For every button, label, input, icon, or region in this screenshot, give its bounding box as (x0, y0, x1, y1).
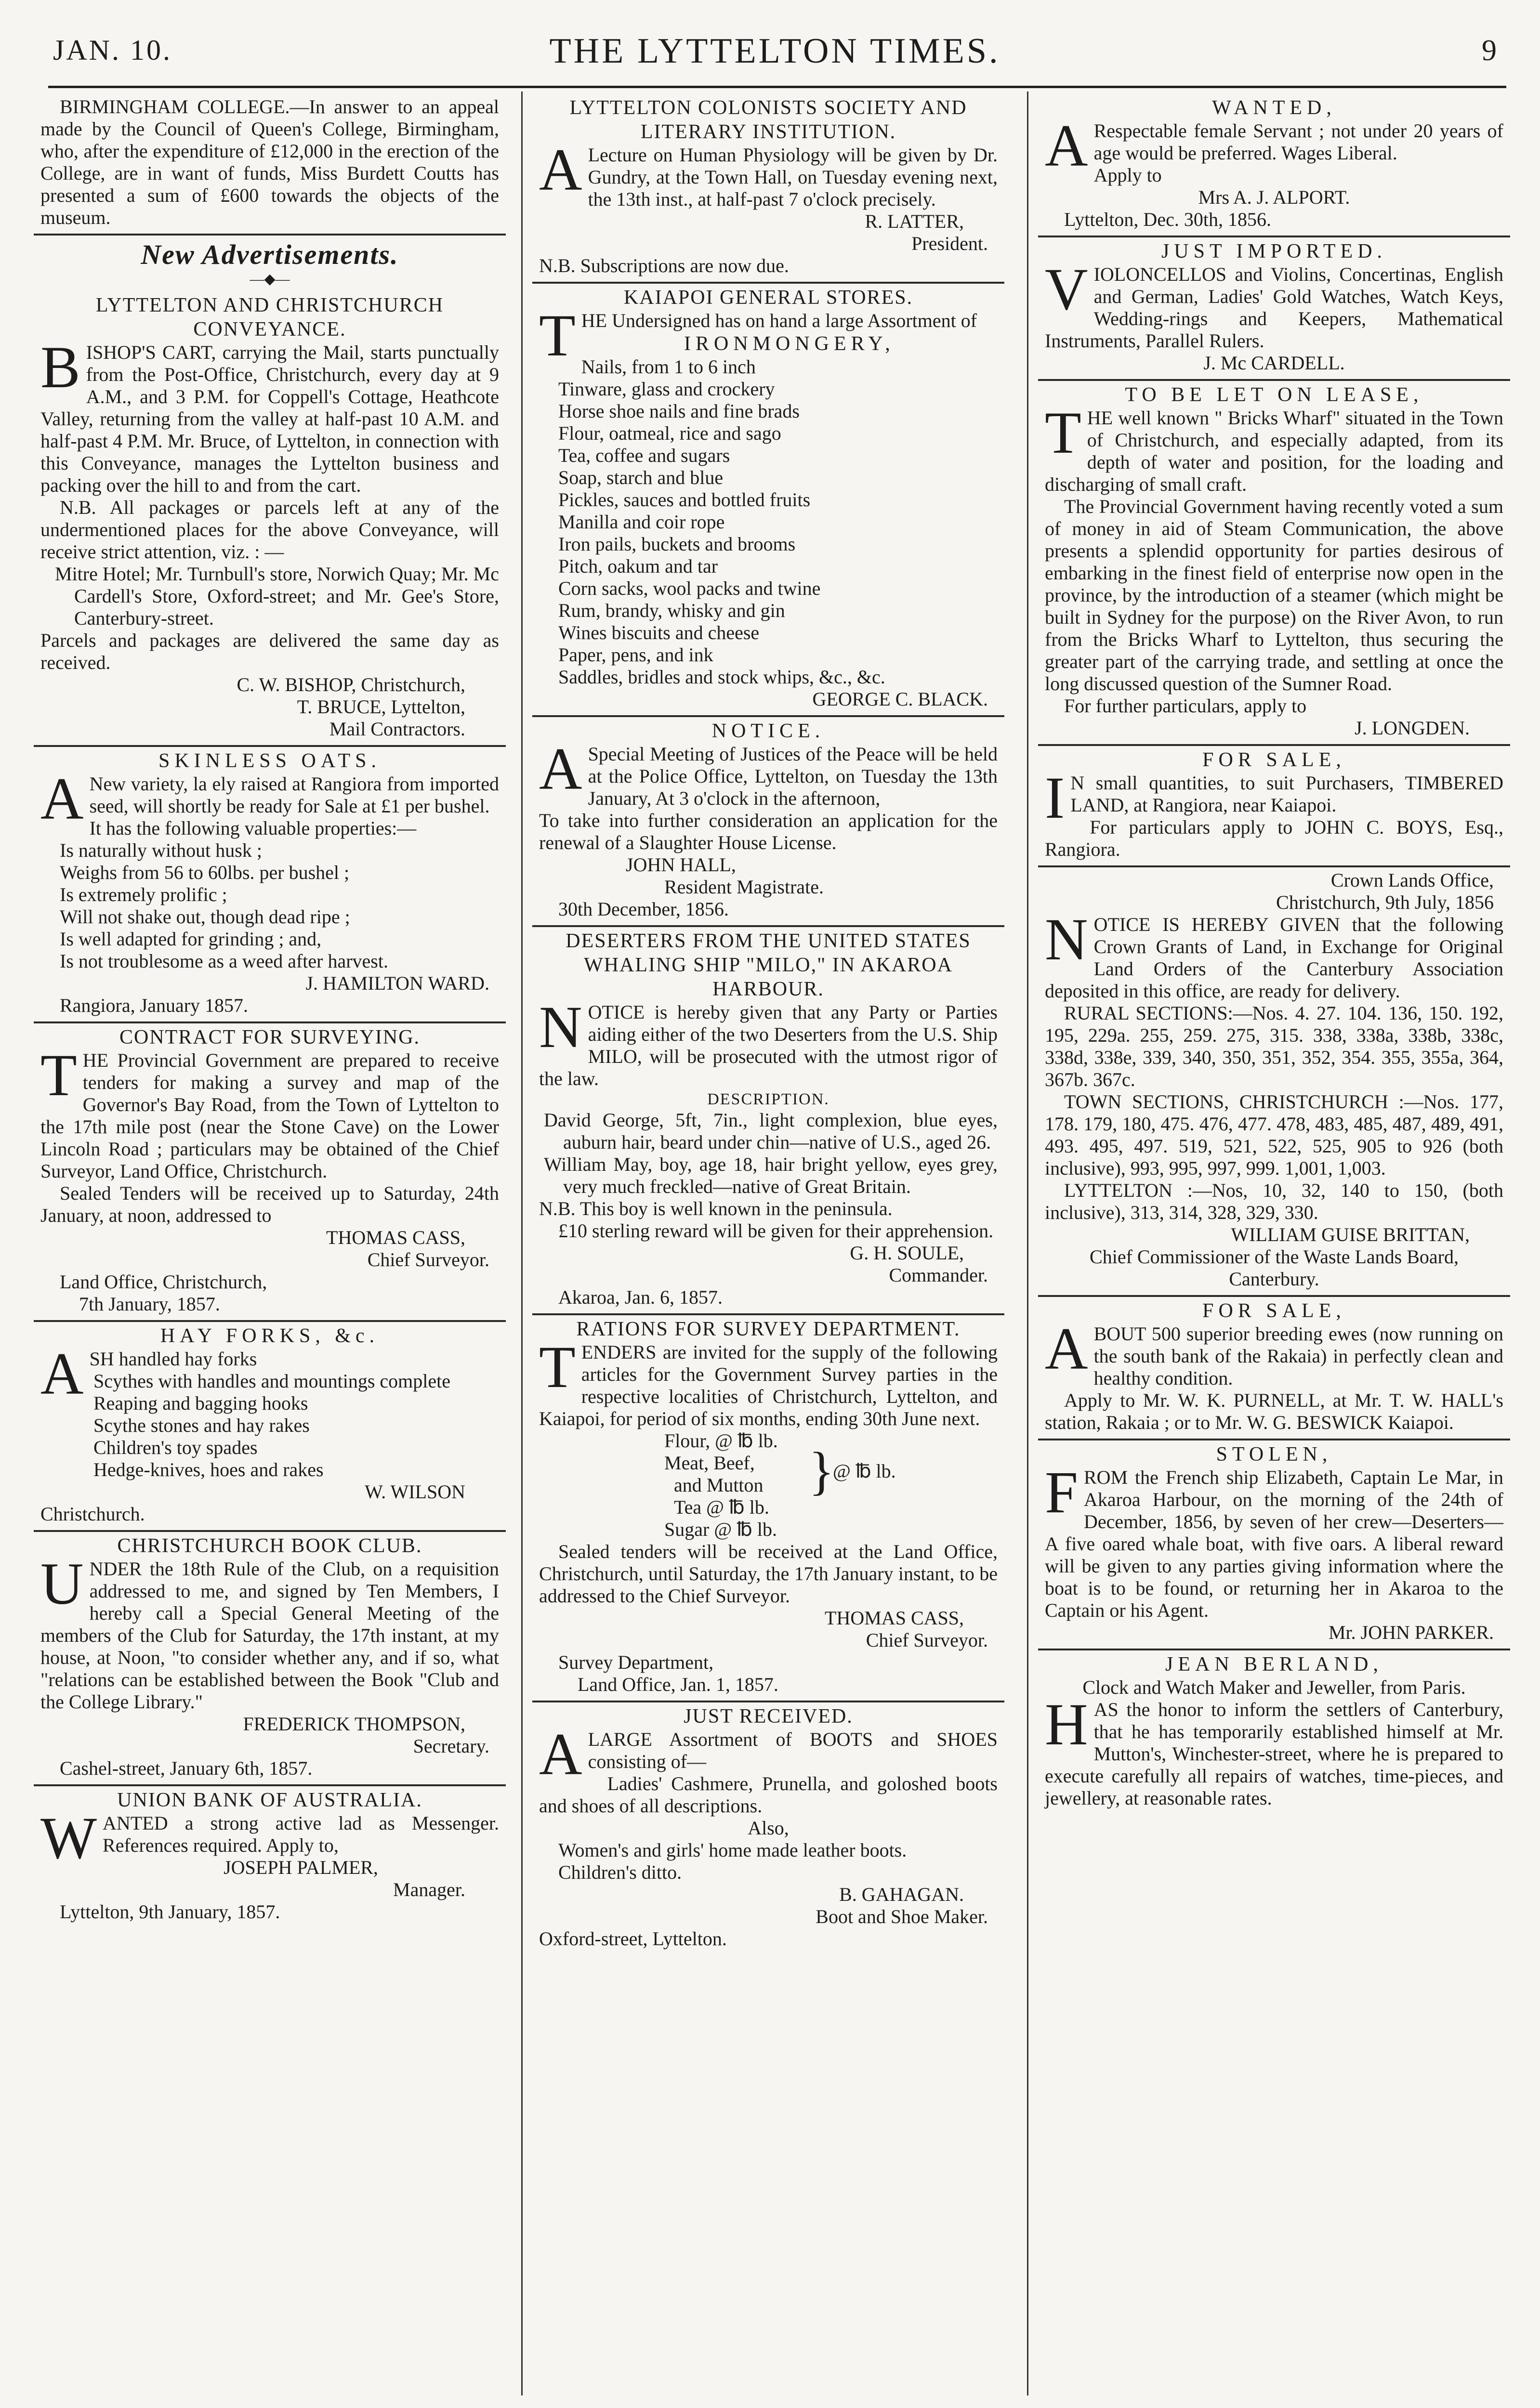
price-item: Flour, @ ℔ lb. (664, 1430, 778, 1452)
deserters-ad (532, 925, 1004, 1313)
ad-body: NDER the 18th Rule of the Club, on a requisition addressed to me, and signed by Ten Members, I hereby call a Special General Meeting of the members of the Club for Saturday, the 17th instant, at my house, at Noon, "to consider whether any, and if so, what "relations can be established between the Book "Club and the College Library." (40, 1558, 499, 1713)
signature-title: Resident Magistrate. (664, 876, 824, 898)
price-brace-tail: @ ℔ lb. (833, 1460, 896, 1482)
ad-place: Rangiora, January 1857. (60, 995, 249, 1016)
birmingham-college-item (34, 94, 506, 234)
list-item: Is not troublesome as a weed after harvest. (60, 950, 388, 972)
ad-heading: CONTRACT FOR SURVEYING. (119, 1026, 421, 1048)
ad-date: 7th January, 1857. (79, 1293, 220, 1315)
ad-apply: Apply to Mr. W. K. PURNELL, at Mr. T. W. HALL's station, Rakaia ; or to Mr. W. G. BESWICK Kaiapoi. (1045, 1389, 1503, 1433)
rural-sections: RURAL SECTIONS:—Nos. 4. 27. 104. 136, 150. 192, 195, 229a. 255, 259. 275, 315. 338, 338a, 338b, 338c, 338d, 338e, 339, 340, 350, 351, 352, 354. 355, 355a, 364, 367b. 367c. (1045, 1002, 1503, 1090)
ad-subheading: IRONMONGERY, (684, 333, 895, 355)
list-item: Tinware, glass and crockery (558, 378, 775, 400)
list-item: Scythes with handles and mountings complete (93, 1370, 450, 1392)
list-item: Pickles, sauces and bottled fruits (558, 489, 811, 510)
column-rule-1 (521, 92, 523, 2395)
list-item: Manilla and coir rope (558, 511, 725, 533)
drop-cap: A (539, 1721, 582, 1787)
ad-body: ANTED a strong active lad as Messenger. References required. Apply to, (103, 1812, 499, 1856)
ad-place: Lyttelton, Dec. 30th, 1856. (1064, 209, 1271, 230)
drop-cap: T (1045, 400, 1081, 466)
signature: JOHN HALL, (626, 854, 736, 876)
section-title: New Advertisements. (141, 239, 399, 270)
signature: G. H. SOULE, (850, 1242, 964, 1264)
ad-line-3: Children's ditto. (558, 1861, 682, 1883)
ad-body: IOLONCELLOS and Violins, Concertinas, English and German, Ladies' Gold Watches, Watch Keys, Wedding-rings and Keepers, Mathematical Instruments, Parallel Rulers. (1045, 263, 1503, 352)
list-item: Corn sacks, wool packs and twine (558, 577, 821, 599)
ad-body: OTICE IS HEREBY GIVEN that the following Crown Grants of Land, in Exchange for Original Land Orders of the Canterbury Association deposited in this office, are ready for delivery. (1045, 914, 1503, 1002)
conveyance-ad (34, 291, 506, 745)
ad-nb: N.B. All packages or parcels left at any of the undermentioned places for the above Conveyance, will receive strict attention, viz. : — (40, 497, 499, 563)
signature: W. WILSON (365, 1481, 465, 1503)
list-item: Reaping and bagging hooks (93, 1392, 308, 1414)
ad-heading: JUST IMPORTED. (1161, 240, 1387, 262)
hay-forks-ad (34, 1320, 506, 1530)
ad-body: New variety, la ely raised at Rangiora from imported seed, will shortly be ready for Sale at £1 per bushel. (89, 773, 499, 817)
signature: JOSEPH PALMER, (224, 1857, 378, 1878)
signature-title: President. (911, 233, 988, 254)
drop-cap: F (1045, 1459, 1078, 1525)
signature: J. Mc CARDELL. (1203, 352, 1345, 374)
list-item: Children's toy spades (93, 1437, 258, 1458)
list-item: Soap, starch and blue (558, 467, 724, 488)
signature-1: C. W. BISHOP, Christchurch, (237, 674, 465, 695)
item-lead: BIRMINGHAM COLLEGE. (60, 96, 290, 118)
ad-place: Lyttelton, 9th January, 1857. (60, 1901, 280, 1923)
ad-body: Respectable female Servant ; not under 20 years of age would be preferred. Wages Liberal. (1093, 120, 1503, 164)
ad-heading: WANTED, (1212, 97, 1336, 119)
ad-heading: DESERTERS FROM THE UNITED STATES WHALING SHIP "MILO," IN AKAROA HARBOUR. (566, 930, 971, 1000)
office-name: Crown Lands Office, (1330, 869, 1494, 891)
signature-title: Chief Commissioner of the Waste Lands Board, Canterbury. (1090, 1246, 1459, 1290)
for-sale-land-ad (1038, 744, 1510, 865)
list-item: Flour, oatmeal, rice and sago (558, 422, 781, 444)
column-2 (532, 94, 1004, 2400)
description-2: William May, boy, age 18, hair bright yellow, eyes grey, very much freckled—native of Great Britain. (544, 1153, 998, 1197)
issue-date: JAN. 10. (53, 34, 172, 66)
drop-cap: A (40, 766, 84, 832)
price-list (539, 1430, 998, 1541)
ad-props-intro: It has the following valuable properties:— (89, 817, 417, 839)
signature: FREDERICK THOMPSON, (243, 1713, 465, 1735)
signature: GEORGE C. BLACK. (812, 688, 988, 710)
list-item: Nails, from 1 to 6 inch (581, 356, 756, 378)
colonists-society-ad (532, 94, 1004, 282)
contract-surveying-ad (34, 1021, 506, 1320)
ad-heading: HAY FORKS, &c. (160, 1325, 380, 1347)
ad-heading: RATIONS FOR SURVEY DEPARTMENT. (576, 1318, 961, 1340)
signature: WILLIAM GUISE BRITTAN, (1231, 1224, 1470, 1245)
drop-cap: B (40, 334, 80, 400)
ad-body: BOUT 500 superior breeding ewes (now running on the south bank of the Rakaia) in perfectly clean and healthy condition. (1093, 1323, 1503, 1389)
ad-heading: NOTICE. (711, 720, 825, 742)
signature-title: Secretary. (413, 1735, 489, 1757)
ad-date: 30th December, 1856. (558, 898, 729, 920)
lease-ad (1038, 379, 1510, 744)
ad-heading: FOR SALE, (1202, 749, 1346, 771)
list-item: Wines biscuits and cheese (558, 622, 760, 643)
list-item: Rum, brandy, whisky and gin (558, 600, 785, 621)
town-sections: TOWN SECTIONS, CHRISTCHURCH :—Nos. 177, 178. 179, 180, 475. 476, 477. 478, 483, 485, 487, 489, 491, 493. 495, 497. 519, 521, 522, 525, 905 to 926 (both inclusive), 993, 995, 997, 999. 1,001, 1,003. (1045, 1091, 1503, 1179)
justices-notice-ad (532, 715, 1004, 925)
drop-cap: N (1045, 906, 1088, 972)
list-item: Hedge-knives, hoes and rakes (93, 1459, 324, 1480)
price-item: Sugar @ ℔ lb. (664, 1518, 777, 1540)
drop-cap: A (1045, 113, 1088, 179)
ad-heading: JUST RECEIVED. (684, 1705, 853, 1727)
ad-also: Also, (748, 1817, 789, 1839)
list-item: Scythe stones and hay rakes (93, 1414, 310, 1436)
drop-cap: A (539, 736, 582, 802)
ad-heading: UNION BANK OF AUSTRALIA. (117, 1789, 422, 1811)
new-advertisements-header (34, 234, 506, 291)
signature: Mr. JOHN PARKER. (1328, 1622, 1494, 1643)
list-item: Is naturally without husk ; (60, 839, 262, 861)
description-heading: DESCRIPTION. (707, 1090, 829, 1108)
ad-heading: LYTTELTON AND CHRISTCHURCH CONVEYANCE. (95, 294, 444, 340)
drop-cap: W (40, 1805, 97, 1871)
ad-heading: SKINLESS OATS. (158, 750, 382, 772)
list-item: Saddles, bridles and stock whips, &c., &c. (558, 666, 885, 688)
drop-cap: A (539, 137, 582, 203)
ad-line-1: Ladies' Cashmere, Prunella, and goloshed boots and shoes of all descriptions. (539, 1773, 998, 1817)
jean-berland-ad (1038, 1649, 1510, 1814)
ad-sealed: Sealed Tenders will be received up to Saturday, 24th January, at noon, addressed to (40, 1182, 499, 1226)
ad-first-line: SH handled hay forks (89, 1348, 257, 1370)
list-item: Horse shoe nails and fine brads (558, 400, 800, 422)
ad-nb: N.B. Subscriptions are now due. (539, 255, 789, 276)
signature-title: Chief Surveyor. (866, 1629, 988, 1651)
ad-apply: For further particulars, apply to (1064, 695, 1307, 717)
ad-place: Akaroa, Jan. 6, 1857. (558, 1286, 723, 1308)
drop-cap: T (539, 302, 576, 368)
signature: R. LATTER, (865, 210, 964, 232)
signature: THOMAS CASS, (326, 1227, 465, 1248)
signature: J. LONGDEN. (1355, 717, 1470, 739)
list-item: Weighs from 56 to 60lbs. per bushel ; (60, 862, 350, 883)
signature: THOMAS CASS, (825, 1607, 964, 1629)
ad-place: Cashel-street, January 6th, 1857. (60, 1757, 313, 1779)
ad-body-2: The Provincial Government having recently voted a sum of money in aid of Steam Communication, the above presents a splendid opportunity for parties desirous of embarking in the finest field of enterprise now open in the province, by the introduction of a steamer (which might be built in Sydney for the purpose) on the River Avon, to run from the Bricks Wharf to Lyttelton, thus securing the greater part of the carrying trade, and settling at once the long discussed question of the Sumner Road. (1045, 496, 1503, 694)
signature-3: Mail Contractors. (329, 718, 465, 740)
list-item: Pitch, oakum and tar (558, 555, 718, 577)
signature-title: Boot and Shoe Maker. (816, 1906, 988, 1927)
signature: Mrs A. J. ALPORT. (1198, 186, 1350, 208)
signature-title: Commander. (889, 1264, 988, 1286)
list-item: Is well adapted for grinding ; and, (60, 928, 322, 950)
ad-subheading: Clock and Watch Maker and Jeweller, from Paris. (1082, 1676, 1466, 1698)
skinless-oats-ad (34, 745, 506, 1021)
column-1 (34, 94, 506, 2400)
ad-heading: STOLEN, (1216, 1443, 1332, 1466)
ad-place: Survey Department, (558, 1651, 714, 1673)
ad-line-2: Women's and girls' home made leather boots. (558, 1839, 907, 1861)
newspaper-title: THE LYTTELTON TIMES. (549, 31, 1000, 71)
wanted-servant-ad (1038, 94, 1510, 236)
ad-heading: FOR SALE, (1202, 1300, 1346, 1322)
brace-icon: } (809, 1441, 834, 1500)
ad-nb: N.B. This boy is well known in the peninsula. (539, 1198, 893, 1219)
office-date: Christchurch, 9th July, 1856 (1276, 891, 1494, 913)
ad-body: Special Meeting of Justices of the Peace will be held at the Police Office, Lyttelton, on Tuesday the 13th January, At 3 o'clock in the afternoon, (588, 743, 998, 809)
book-club-ad (34, 1530, 506, 1784)
price-item: and Mutton (674, 1474, 763, 1496)
ad-place: Christchurch. (40, 1503, 145, 1525)
rations-ad (532, 1313, 1004, 1701)
ad-body: N small quantities, to suit Purchasers, TIMBERED LAND, at Rangiora, near Kaiapoi. (1070, 772, 1503, 816)
ad-body: LARGE Assortment of BOOTS and SHOES consisting of— (588, 1728, 998, 1772)
signature: B. GAHAGAN. (839, 1884, 964, 1905)
signature-2: T. BRUCE, Lyttelton, (297, 696, 465, 718)
ad-apply: For particulars apply to JOHN C. BOYS, Esq., Rangiora. (1045, 816, 1503, 860)
drop-cap: T (539, 1334, 576, 1400)
ad-body: ENDERS are invited for the supply of the following articles for the Government Survey parties in the respective localities of Christchurch, Lyttelton, and Kaiapoi, for period of six months, ending 30th June next. (539, 1341, 998, 1429)
ad-places: Mitre Hotel; Mr. Turnbull's store, Norwich Quay; Mr. Mc Cardell's Store, Oxford-street; and Mr. Gee's Store, Canterbury-street. (55, 563, 499, 629)
ad-body: HE Provincial Government are prepared to receive tenders for making a survey and map of the Governor's Bay Road, from the Town of Lyttelton to the 17th mile post (near the Stone Cave) on the Lower Lincoln Road ; particulars may be obtained of the Chief Surveyor, Land Office, Christchurch. (40, 1049, 499, 1182)
masthead-rule (48, 86, 1506, 88)
for-sale-ewes-ad (1038, 1295, 1510, 1439)
ad-body: HE well known " Bricks Wharf" situated in the Town of Christchurch, and especially adapted, from its depth of water and position, for the loading and discharging of small craft. (1045, 407, 1503, 495)
drop-cap: V (1045, 256, 1088, 322)
drop-cap: I (1045, 765, 1065, 831)
page-number: 9 (1482, 34, 1497, 67)
ad-place: Land Office, Christchurch, (60, 1271, 267, 1293)
ad-reward: £10 sterling reward will be given for their apprehension. (558, 1220, 994, 1242)
ad-sealed: Sealed tenders will be received at the Land Office, Christchurch, until Saturday, the 17th January instant, to be addressed to the Chief Surveyor. (539, 1541, 998, 1607)
kaiapoi-stores-ad (532, 282, 1004, 715)
ad-purpose: To take into further consideration an application for the renewal of a Slaughter House License. (539, 810, 998, 853)
ad-heading: TO BE LET ON LEASE, (1125, 384, 1423, 406)
drop-cap: U (40, 1551, 84, 1617)
just-imported-ad (1038, 236, 1510, 379)
ad-heading: LYTTELTON COLONISTS SOCIETY AND LITERARY INSTITUTION. (569, 97, 967, 143)
ad-heading: CHRISTCHURCH BOOK CLUB. (117, 1535, 422, 1557)
ad-body: HE Undersigned has on hand a large Assortment of (581, 310, 977, 331)
list-item: Tea, coffee and sugars (558, 445, 730, 466)
ad-body: AS the honor to inform the settlers of Canterbury, that he has temporarily established himself at Mr. Mutton's, Winchester-street, where he is prepared to execute carefully all repairs of watches, time-pieces, and jewellery, at reasonable rates. (1045, 1699, 1503, 1809)
ad-parcels: Parcels and packages are delivered the same day as received. (40, 629, 499, 673)
list-item: Iron pails, buckets and brooms (558, 533, 796, 555)
drop-cap: A (1045, 1316, 1088, 1382)
list-item: Is extremely prolific ; (60, 884, 227, 905)
signature: J. HAMILTON WARD. (305, 972, 489, 994)
drop-cap: T (40, 1042, 77, 1108)
price-item: Meat, Beef, (664, 1452, 755, 1474)
ad-body: ROM the French ship Elizabeth, Captain Le Mar, in Akaroa Harbour, on the morning of the 24th of December, 1856, by seven of her crew—Deserters—A five oared whale boat, with five oars. A liberal reward will be given to any parties giving information where the boat is to be found, or returning her in Akaroa to the Captain or his Agent. (1045, 1466, 1503, 1621)
ad-heading: JEAN BERLAND, (1165, 1653, 1383, 1675)
drop-cap: A (40, 1341, 84, 1407)
column-rule-2 (1027, 92, 1028, 2395)
drop-cap: N (539, 994, 582, 1060)
lyttelton-sections: LYTTELTON :—Nos, 10, 32, 140 to 150, (both inclusive), 313, 314, 328, 329, 330. (1045, 1179, 1503, 1223)
signature-title: Manager. (393, 1879, 465, 1900)
stolen-ad (1038, 1439, 1510, 1649)
ad-body: Lecture on Human Physiology will be given by Dr. Gundry, at the Town Hall, on Tuesday evening next, the 13th inst., at half-past 7 o'clock precisely. (588, 144, 998, 210)
ad-date: Land Office, Jan. 1, 1857. (578, 1674, 778, 1695)
ad-place: Oxford-street, Lyttelton. (539, 1928, 727, 1950)
just-received-ad (532, 1701, 1004, 1955)
ad-body: OTICE is hereby given that any Party or Parties aiding either of the two Deserters from the U.S. Ship MILO, will be prosecuted with the utmost rigor of the law. (539, 1001, 998, 1089)
ornament-icon: —◆— (250, 271, 290, 287)
column-3 (1038, 94, 1510, 2400)
list-item: Paper, pens, and ink (558, 644, 713, 666)
ad-apply: Apply to (1093, 164, 1162, 186)
masthead (53, 29, 1497, 77)
ad-heading: KAIAPOI GENERAL STORES. (623, 287, 913, 309)
description-1: David George, 5ft, 7in., light complexion, blue eyes, auburn hair, beard under chin—native of U.S., aged 26. (544, 1109, 998, 1153)
union-bank-ad (34, 1784, 506, 1928)
price-item: Tea @ ℔ lb. (674, 1496, 769, 1518)
ad-body: ISHOP'S CART, carrying the Mail, starts punctually from the Post-Office, Christchurch, every day at 9 A.M., and 3 P.M. for Coppell's Cottage, Heathcote Valley, returning from the valley at half-past 10 A.M. and half-past 4 P.M. Mr. Bruce, of Lyttelton, in connection with this Conveyance, manages the Lyttelton business and packing over the hill to and from the cart. (40, 341, 499, 496)
item-text: —In answer to an appeal made by the Council of Queen's College, Birmingham, who, after the expenditure of £12,000 in the erection of the College, are in want of funds, Miss Burdett Coutts has presented a sum of £600 towards the objects of the museum. (40, 96, 499, 228)
signature-title: Chief Surveyor. (367, 1249, 489, 1270)
drop-cap: H (1045, 1691, 1088, 1757)
crown-lands-ad (1038, 865, 1510, 1295)
list-item: Will not shake out, though dead ripe ; (60, 906, 350, 928)
